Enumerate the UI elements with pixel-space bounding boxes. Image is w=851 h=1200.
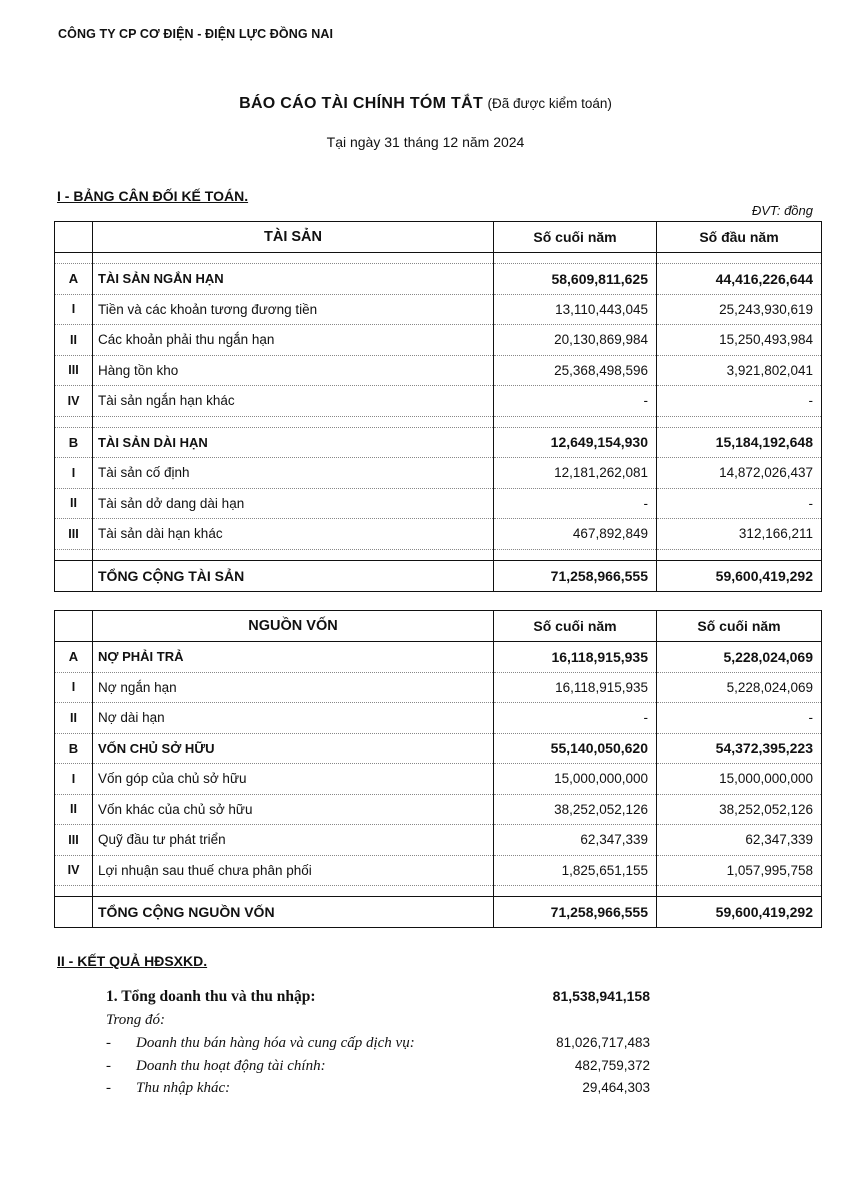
table-row <box>55 386 822 417</box>
row-code: I <box>55 764 93 795</box>
header-end-of-year: Số cuối năm <box>494 611 657 642</box>
row-code: IV <box>55 386 93 417</box>
row-label: Tài sản cố định <box>93 458 494 489</box>
row-end-value: 13,110,443,045 <box>494 294 657 325</box>
row-begin-value: 3,921,802,041 <box>657 355 822 386</box>
row-code: III <box>55 519 93 550</box>
header-code <box>55 611 93 642</box>
row-end-value: 62,347,339 <box>494 825 657 856</box>
row-label: Vốn góp của chủ sở hữu <box>93 764 494 795</box>
row-end-value: 16,118,915,935 <box>494 642 657 673</box>
table-row <box>55 519 822 550</box>
row-end-value: 38,252,052,126 <box>494 794 657 825</box>
row-begin-value: 5,228,024,069 <box>657 672 822 703</box>
row-end-value: - <box>494 703 657 734</box>
report-date: Tại ngày 31 tháng 12 năm 2024 <box>326 134 525 150</box>
row-label: NỢ PHẢI TRẢ <box>93 642 494 673</box>
table-row <box>55 355 822 386</box>
row-label: TÀI SẢN NGẮN HẠN <box>93 264 494 295</box>
row-begin-value: 38,252,052,126 <box>657 794 822 825</box>
row-begin-value: 15,184,192,648 <box>657 427 822 458</box>
row-begin-value: 44,416,226,644 <box>657 264 822 295</box>
section-balance-sheet-title: I - BẢNG CÂN ĐỐI KẾ TOÁN. <box>57 188 249 204</box>
header-end-of-year-2: Số cuối năm <box>657 611 822 642</box>
total-revenue-value: 81,538,941,158 <box>552 988 650 1004</box>
row-code: II <box>55 488 93 519</box>
sources-total-row <box>55 897 822 928</box>
row-code: A <box>55 642 93 673</box>
row-end-value: 58,609,811,625 <box>494 264 657 295</box>
row-end-value: 20,130,869,984 <box>494 325 657 356</box>
total-revenue-label: 1. Tổng doanh thu và thu nhập: <box>106 988 316 1005</box>
detail-label: - Doanh thu bán hàng hóa và cung cấp dịch vụ: <box>106 1035 415 1051</box>
table-row <box>55 488 822 519</box>
company-name: CÔNG TY CP CƠ ĐIỆN - ĐIỆN LỰC ĐỒNG NAI <box>58 27 334 41</box>
row-end-value: 467,892,849 <box>494 519 657 550</box>
row-end-value: 16,118,915,935 <box>494 672 657 703</box>
detail-label-text: Doanh thu bán hàng hóa và cung cấp dịch vụ: <box>136 1035 415 1051</box>
row-code: II <box>55 703 93 734</box>
table-row <box>55 672 822 703</box>
report-title-note: (Đã được kiểm toán) <box>487 96 612 111</box>
row-code: I <box>55 458 93 489</box>
detail-label-text: Doanh thu hoạt động tài chính: <box>136 1058 326 1074</box>
detail-label-text: Thu nhập khác: <box>136 1080 231 1096</box>
row-end-value: 15,000,000,000 <box>494 764 657 795</box>
report-title-main: BÁO CÁO TÀI CHÍNH TÓM TẮT <box>239 95 484 112</box>
row-label: Lợi nhuận sau thuế chưa phân phối <box>93 855 494 886</box>
total-end-value: 71,258,966,555 <box>494 560 657 591</box>
total-label: TỔNG CỘNG TÀI SẢN <box>93 560 494 591</box>
detail-value: 81,026,717,483 <box>556 1035 650 1050</box>
row-end-value: 1,825,651,155 <box>494 855 657 886</box>
detail-label: - Thu nhập khác: <box>106 1080 231 1096</box>
total-label: TỔNG CỘNG NGUỒN VỐN <box>93 897 494 928</box>
table-row <box>55 733 822 764</box>
sources-table-header <box>55 611 822 642</box>
row-label: TÀI SẢN DÀI HẠN <box>93 427 494 458</box>
total-end-value: 71,258,966,555 <box>494 897 657 928</box>
row-code: B <box>55 427 93 458</box>
total-begin-value: 59,600,419,292 <box>657 897 822 928</box>
in-which-label: Trong đó: <box>106 1012 166 1028</box>
row-label: Vốn khác của chủ sở hữu <box>93 794 494 825</box>
header-beginning-of-year: Số đầu năm <box>657 222 822 253</box>
row-begin-value: 25,243,930,619 <box>657 294 822 325</box>
row-code: III <box>55 825 93 856</box>
row-begin-value: - <box>657 703 822 734</box>
row-begin-value: 312,166,211 <box>657 519 822 550</box>
row-label: Tài sản dài hạn khác <box>93 519 494 550</box>
row-begin-value: - <box>657 386 822 417</box>
row-begin-value: 62,347,339 <box>657 825 822 856</box>
row-end-value: 12,649,154,930 <box>494 427 657 458</box>
total-begin-value: 59,600,419,292 <box>657 560 822 591</box>
table-row <box>55 703 822 734</box>
row-begin-value: 14,872,026,437 <box>657 458 822 489</box>
row-code: I <box>55 672 93 703</box>
row-end-value: 55,140,050,620 <box>494 733 657 764</box>
table-row <box>55 458 822 489</box>
table-row <box>55 764 822 795</box>
row-begin-value: 15,000,000,000 <box>657 764 822 795</box>
header-end-of-year: Số cuối năm <box>494 222 657 253</box>
row-label: Các khoản phải thu ngắn hạn <box>93 325 494 356</box>
assets-table <box>54 221 822 592</box>
assets-total-row <box>55 560 822 591</box>
detail-value: 482,759,372 <box>574 1058 650 1073</box>
assets-table-header <box>55 222 822 253</box>
header-code <box>55 222 93 253</box>
currency-unit: ĐVT: đồng <box>751 203 813 218</box>
table-row <box>55 855 822 886</box>
header-assets: TÀI SẢN <box>93 222 494 253</box>
row-end-value: - <box>494 386 657 417</box>
row-label: Tài sản ngắn hạn khác <box>93 386 494 417</box>
report-title <box>0 95 851 113</box>
detail-value: 29,464,303 <box>582 1080 650 1095</box>
detail-label: - Doanh thu hoạt động tài chính: <box>106 1058 326 1074</box>
header-capital-sources: NGUỒN VỐN <box>93 611 494 642</box>
row-code: A <box>55 264 93 295</box>
row-begin-value: 15,250,493,984 <box>657 325 822 356</box>
row-code: II <box>55 794 93 825</box>
row-label: Nợ ngắn hạn <box>93 672 494 703</box>
row-code: III <box>55 355 93 386</box>
table-row <box>55 294 822 325</box>
row-label: Quỹ đầu tư phát triển <box>93 825 494 856</box>
table-row <box>55 264 822 295</box>
capital-sources-table <box>54 610 822 928</box>
row-label: Hàng tồn kho <box>93 355 494 386</box>
section-business-results-title: II - KẾT QUẢ HĐSXKD. <box>57 953 208 969</box>
row-code: II <box>55 325 93 356</box>
row-begin-value: 5,228,024,069 <box>657 642 822 673</box>
row-code: IV <box>55 855 93 886</box>
row-begin-value: - <box>657 488 822 519</box>
row-label: Tài sản dở dang dài hạn <box>93 488 494 519</box>
row-label: Tiền và các khoản tương đương tiền <box>93 294 494 325</box>
row-end-value: - <box>494 488 657 519</box>
table-row <box>55 825 822 856</box>
row-begin-value: 54,372,395,223 <box>657 733 822 764</box>
row-code: I <box>55 294 93 325</box>
table-row <box>55 427 822 458</box>
row-code: B <box>55 733 93 764</box>
table-row <box>55 794 822 825</box>
row-label: VỐN CHỦ SỞ HỮU <box>93 733 494 764</box>
table-row <box>55 642 822 673</box>
row-end-value: 12,181,262,081 <box>494 458 657 489</box>
row-label: Nợ dài hạn <box>93 703 494 734</box>
row-begin-value: 1,057,995,758 <box>657 855 822 886</box>
row-end-value: 25,368,498,596 <box>494 355 657 386</box>
table-row <box>55 325 822 356</box>
